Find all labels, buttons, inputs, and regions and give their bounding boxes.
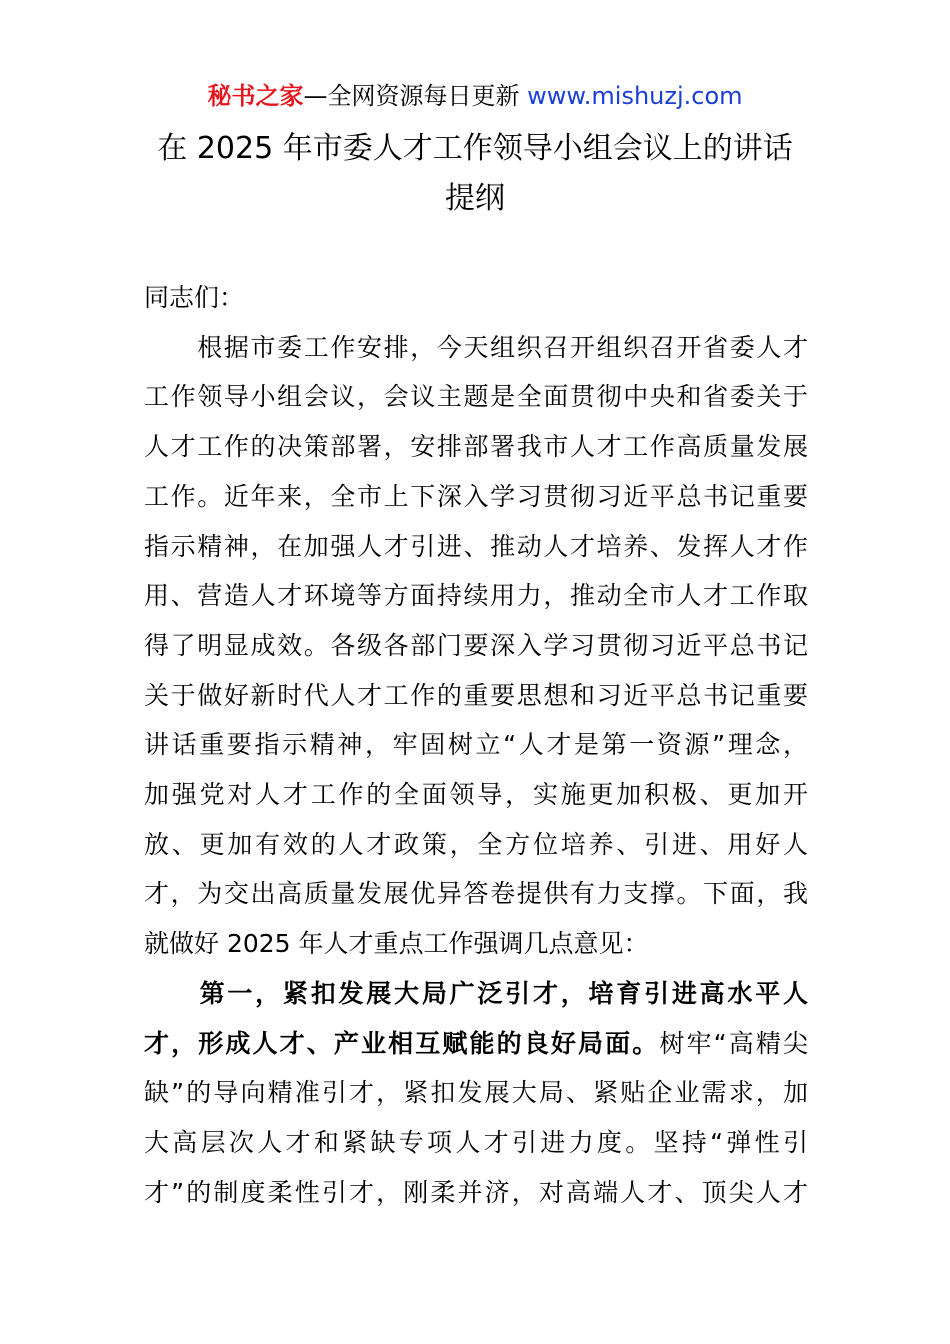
document-body [144, 273, 808, 1217]
site-banner [0, 80, 950, 112]
paragraph-intro [144, 323, 808, 969]
document-title [100, 124, 850, 224]
point-text-start: 树牢“高精尖 [659, 1028, 808, 1058]
text-line: 才”的制度柔性引才，刚柔并济，对高端人才、顶尖人才 [144, 1177, 808, 1207]
text-line [144, 1019, 808, 1069]
point-heading-line-2: 才，形成人才、产业相互赋能的良好局面。 [144, 1028, 660, 1058]
salutation [144, 273, 808, 323]
brand-name: 秘书之家 [207, 82, 304, 110]
paragraph-point-one [144, 969, 808, 1218]
text-line: 缺”的导向精准引才，紧扣发展大局、紧贴企业需求，加 [144, 1078, 808, 1108]
title-line-2: 提纲 [445, 181, 505, 216]
site-url[interactable]: www.mishuzj.com [527, 82, 743, 110]
text-line: 才，为交出高质量发展优异答卷提供有力支撑。下面，我 [144, 879, 808, 909]
text-line: 加强党对人才工作的全面领导，实施更加积极、更加开 [144, 780, 808, 810]
text-line: 放、更加有效的人才政策，全方位培养、引进、用好人 [144, 829, 808, 859]
text-line: 人才工作的决策部署，安排部署我市人才工作高质量发展 [144, 432, 808, 462]
title-line-1: 在 2025 年市委人才工作领导小组会议上的讲话 [157, 131, 793, 166]
text-line: 讲话重要指示精神，牢固树立“人才是第一资源”理念， [144, 730, 808, 760]
text-line: 得了明显成效。各级各部门要深入学习贯彻习近平总书记 [144, 630, 808, 660]
text-line: 指示精神，在加强人才引进、推动人才培养、发挥人才作 [144, 531, 808, 561]
text-line: 就做好 2025 年人才重点工作强调几点意见： [144, 929, 649, 959]
text-line: 关于做好新时代人才工作的重要思想和习近平总书记重要 [144, 680, 808, 710]
point-heading-line-1: 第一，紧扣发展大局广泛引才，培育引进高水平人 [144, 978, 808, 1008]
text-line: 工作领导小组会议，会议主题是全面贯彻中央和省委关于 [144, 382, 808, 412]
banner-slogan: —全网资源每日更新 [303, 82, 528, 110]
text-line: 根据市委工作安排，今天组织召开组织召开省委人才 [144, 332, 808, 362]
text-line: 大高层次人才和紧缺专项人才引进力度。坚持“弹性引 [144, 1127, 808, 1157]
text-line: 工作。近年来，全市上下深入学习贯彻习近平总书记重要 [144, 481, 808, 511]
salutation-text: 同志们： [144, 283, 245, 312]
text-line: 用、营造人才环境等方面持续用力，推动全市人才工作取 [144, 581, 808, 611]
